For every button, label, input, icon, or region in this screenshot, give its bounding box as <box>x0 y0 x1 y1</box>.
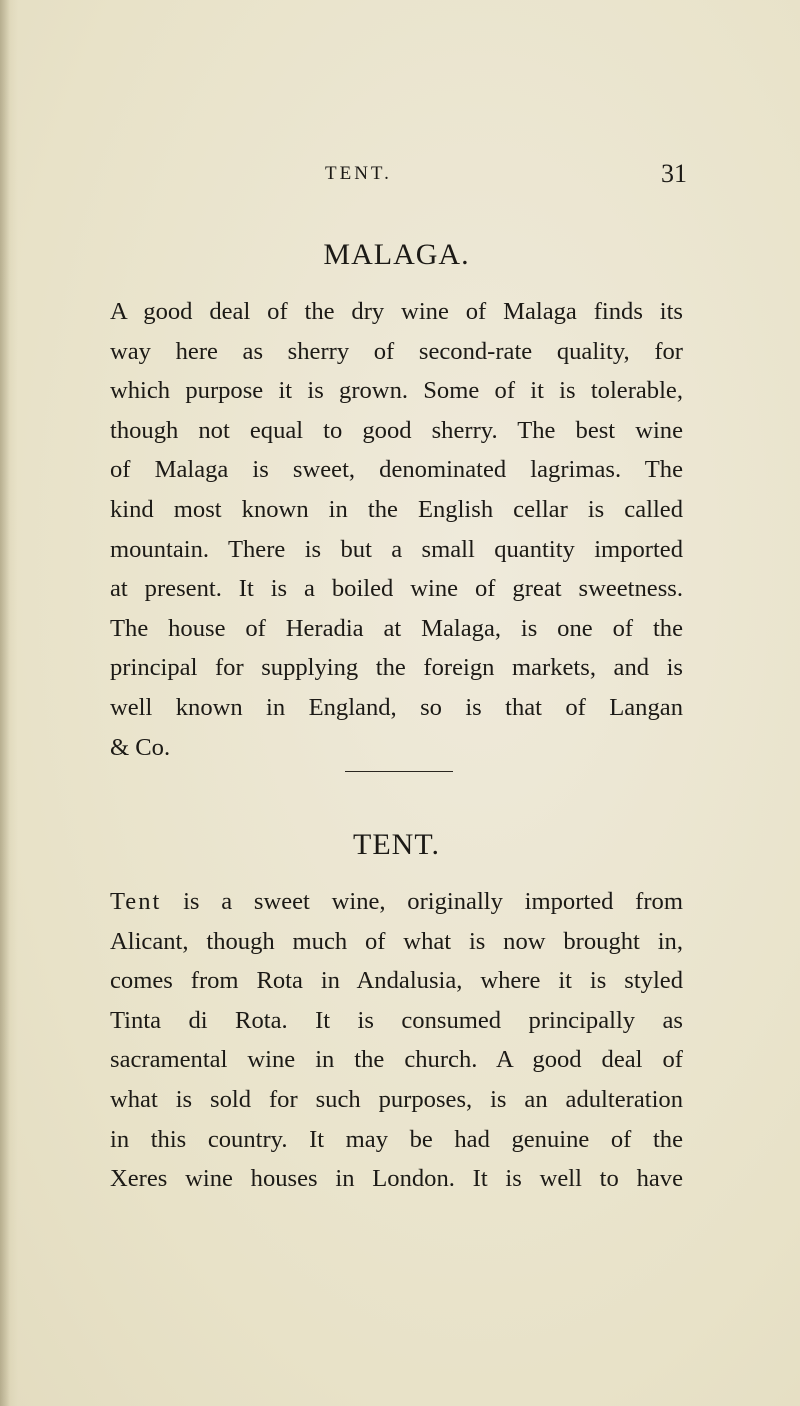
small-caps-lead-word: Tent <box>110 888 162 915</box>
text-line: way here as sherry of second-rate quality, for <box>110 337 683 365</box>
text-line: of Malaga is sweet, denominated lagrimas. The <box>110 456 683 484</box>
section-divider <box>345 771 453 772</box>
text-line: Alicant, though much of what is now brought in, <box>110 927 683 955</box>
text-line: The house of Heradia at Malaga, is one of the <box>110 614 683 642</box>
malaga-paragraph <box>110 292 683 767</box>
text-line: comes from Rota in Andalusia, where it is styled <box>110 967 683 995</box>
text-line: mountain. There is but a small quantity imported <box>110 535 683 563</box>
text-line: well known in England, so is that of Langan <box>110 693 683 721</box>
text-line: & Co. <box>110 733 171 761</box>
text-line <box>110 882 683 922</box>
running-head <box>0 159 800 193</box>
text-line: A good deal of the dry wine of Malaga finds its <box>110 298 683 325</box>
text-line: principal for supplying the foreign markets, and is <box>110 654 683 682</box>
text-line: sacramental wine in the church. A good deal of <box>110 1046 683 1074</box>
tent-paragraph <box>110 882 683 1199</box>
text-line: which purpose it is grown. Some of it is tolerable, <box>110 377 683 405</box>
page-number: 31 <box>661 159 687 188</box>
text-line: what is sold for such purposes, is an adulteration <box>110 1085 683 1113</box>
text-line: at present. It is a boiled wine of great sweetness. <box>110 575 683 603</box>
text-line: kind most known in the English cellar is called <box>110 495 683 523</box>
running-title: TENT. <box>325 163 392 184</box>
malaga-heading: MALAGA. <box>323 238 470 271</box>
page-edge-shadow <box>0 0 10 1406</box>
tent-section <box>110 828 683 1199</box>
text-line: Tinta di Rota. It is consumed principally as <box>110 1006 683 1034</box>
text-line-rest: is a sweet wine, originally imported from <box>183 888 683 915</box>
text-line: Xeres wine houses in London. It is well to have <box>110 1165 683 1193</box>
text-line: in this country. It may be had genuine of the <box>110 1125 683 1153</box>
text-line: though not equal to good sherry. The best wine <box>110 416 683 444</box>
tent-heading: TENT. <box>353 828 440 861</box>
malaga-section <box>110 238 683 767</box>
